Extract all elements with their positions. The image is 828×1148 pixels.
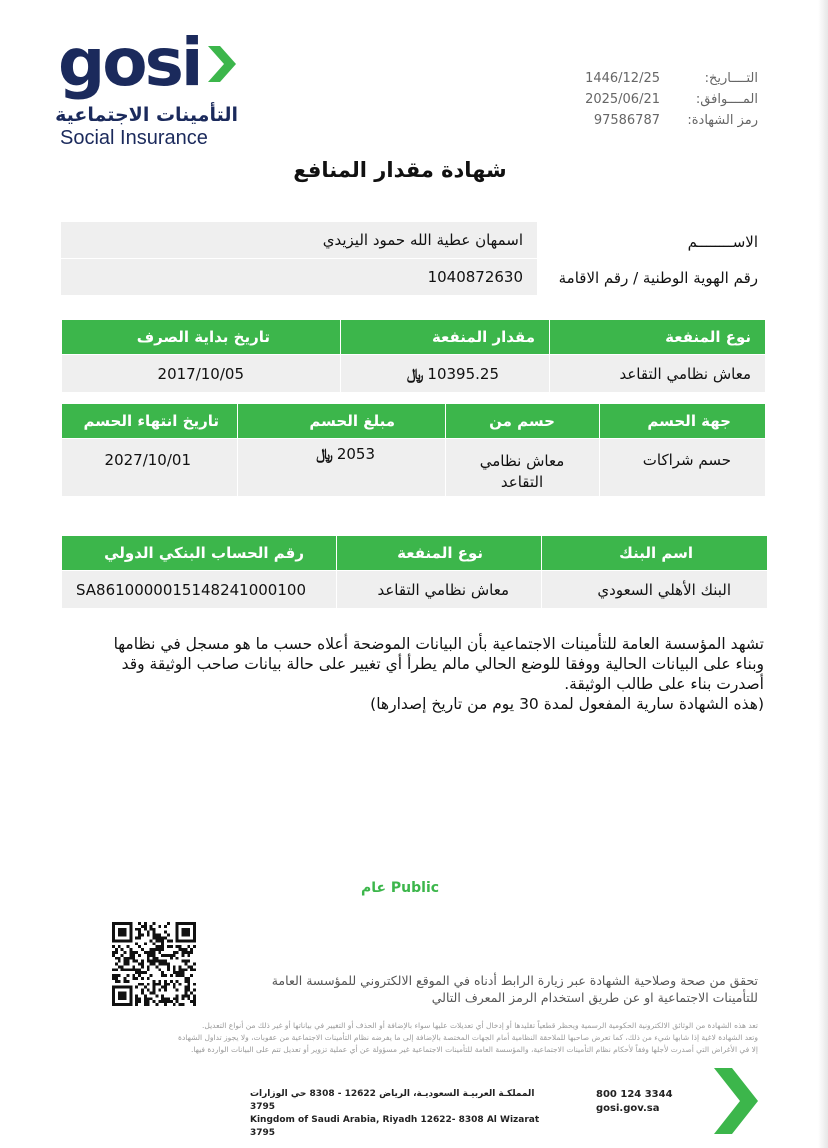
- footer-phone[interactable]: 800 124 3344: [596, 1089, 673, 1100]
- qr-code-icon[interactable]: [112, 922, 196, 1006]
- logo-arabic-text: التأمينات الاجتماعية: [55, 104, 238, 126]
- meta-labels: [678, 68, 758, 131]
- riyal-symbol-icon: ﷼: [406, 364, 424, 383]
- table-header-row: [61, 536, 767, 570]
- header-bank-benefit-type: نوع المنفعة: [336, 536, 541, 570]
- disclaimer-line-2: وتعد الشهادة لاغية إذا شابها شيء من ذلك، كما تعرض صاحبها للملاحقة النظامية أمام الجهات المختصة بالإضافة إلى ما يفرضه نظام التأمينات الاجتماعية من عقوبات، ولا يجوز تداول الشهادة: [178, 1033, 758, 1042]
- start-date-cell: 2017/10/05: [61, 355, 340, 392]
- person-name-box: [61, 222, 537, 258]
- page-edge-shadow: [818, 0, 828, 1148]
- benefit-amount-value: 10395.25: [427, 364, 499, 383]
- table-header-row: [61, 404, 765, 438]
- iban-cell: [61, 571, 336, 608]
- bank-benefit-type-cell: معاش نظامي التقاعد: [336, 571, 541, 608]
- header-benefit-type: نوع المنفعة: [549, 320, 765, 354]
- legal-disclaimer: [78, 1020, 758, 1056]
- bank-table: [61, 536, 767, 608]
- page-title: شهادة مقدار المنافع: [293, 158, 507, 182]
- footer-website[interactable]: gosi.gov.sa: [596, 1103, 660, 1114]
- corresponding-value: 2025/06/21: [585, 92, 660, 107]
- header-deduction-amount: مبلغ الحسم: [237, 404, 445, 438]
- header-deduct-from: حسم من: [445, 404, 599, 438]
- riyal-symbol-icon: ﷼: [316, 445, 333, 463]
- date-value: 1446/12/25: [585, 71, 660, 86]
- table-row: [61, 355, 765, 392]
- meta-values: [560, 68, 660, 131]
- deduction-amount-cell: [237, 439, 445, 496]
- corresponding-label: المــــوافق:: [695, 92, 758, 107]
- benefit-amount-cell: [340, 355, 549, 392]
- address-arabic: المملكـة العربيـة السعوديـة، الرياض 12622 - 8308 حي الوزارات 3795: [250, 1089, 535, 1112]
- person-id-value: 1040872630: [427, 268, 523, 286]
- header-deduction-end-date: تاريخ انتهاء الحسم: [61, 404, 237, 438]
- deductions-table: [61, 404, 765, 496]
- deduction-party-cell: حسم شراكات: [599, 439, 765, 496]
- header-start-date: تاريخ بداية الصرف: [61, 320, 340, 354]
- logo-wordmark: gosi: [58, 24, 201, 101]
- chevron-right-icon: [204, 42, 238, 86]
- header-deduction-party: جهة الحسم: [599, 404, 765, 438]
- iban-value: SA8610000015148241000100: [75, 580, 306, 599]
- disclaimer-line-3: إلا في الأغراض التي أصدرت لأجلها وفقاً لأحكام نظام التأمينات الاجتماعية، والمؤسسة العامة للتأمينات الاجتماعية غير مسؤولة عن أي عملية تزوير أو تعديل تتم على البيانات الواردة فيها.: [191, 1045, 758, 1054]
- date-label: التــــاريخ:: [704, 71, 758, 86]
- logo-english-text: Social Insurance: [60, 127, 208, 149]
- bank-name-cell: البنك الأهلي السعودي: [541, 571, 767, 608]
- verification-instructions: [218, 972, 758, 1006]
- address-english: Kingdom of Saudi Arabia, Riyadh 12622- 8308 Al Wizarat 3795: [250, 1115, 540, 1138]
- certification-statement: [64, 634, 764, 714]
- chevron-right-icon: [710, 1066, 760, 1136]
- footer-address: [250, 1088, 546, 1140]
- statement-line-1: تشهد المؤسسة العامة للتأمينات الاجتماعية بأن البيانات الموضحة أعلاه حسب ما هو مسجل في نظامها: [113, 635, 764, 653]
- deduction-amount-value: 2053: [336, 445, 375, 463]
- person-name-value: اسمهان عطية الله حمود اليزيدي: [322, 231, 523, 249]
- deduction-end-date-cell: 2027/10/01: [61, 439, 237, 496]
- table-row: [61, 439, 765, 496]
- statement-line-2: وبناء على البيانات الحالية ووفقا للوضع الحالي مالم يطرأ أي تغيير على حالة بيانات صاحب الوثيقة وقد: [121, 655, 764, 673]
- verify-line-2: للتأمينات الاجتماعية او عن طريق استخدام الرمز المعرف التالي: [431, 990, 758, 1005]
- statement-line-3: أصدرت بناء على طالب الوثيقة.: [564, 675, 764, 693]
- cert-code-value: 97586787: [593, 113, 660, 128]
- benefits-table: [61, 320, 765, 392]
- footer-contact: [596, 1088, 673, 1116]
- header-iban: رقم الحساب البنكي الدولي: [61, 536, 336, 570]
- deduct-from-cell: [445, 439, 599, 496]
- table-row: [61, 571, 767, 608]
- person-id-box: [61, 259, 537, 295]
- verify-line-1: تحقق من صحة وصلاحية الشهادة عبر زيارة الرابط أدناه في الموقع الالكتروني للمؤسسة العامة: [271, 973, 758, 988]
- header-benefit-amount: مقدار المنفعة: [340, 320, 549, 354]
- classification-label: Public عام: [360, 880, 440, 896]
- person-id-label: رقم الهوية الوطنية / رقم الاقامة: [558, 269, 758, 287]
- deduct-from-value: معاش نظامي التقاعد: [479, 452, 565, 491]
- benefit-type-cell: معاش نظامي التقاعد: [549, 355, 765, 392]
- cert-code-label: رمز الشهادة:: [687, 113, 758, 128]
- disclaimer-line-1: تعد هذه الشهادة من الوثائق الالكترونية الحكومية الرسمية ويحظر قطعياً تقليدها أو إدخال أي تعديلات عليها سواء بالإضافة أو الحذف أو التغيير في بياناتها أو غير ذلك من أنواع التعديل.: [202, 1021, 758, 1030]
- gosi-logo: [55, 24, 258, 149]
- header-bank-name: اسم البنك: [541, 536, 767, 570]
- statement-line-4: (هذه الشهادة سارية المفعول لمدة 30 يوم من تاريخ إصدارها): [370, 695, 764, 713]
- table-header-row: [61, 320, 765, 354]
- person-name-label: الاســــــــم: [687, 233, 758, 251]
